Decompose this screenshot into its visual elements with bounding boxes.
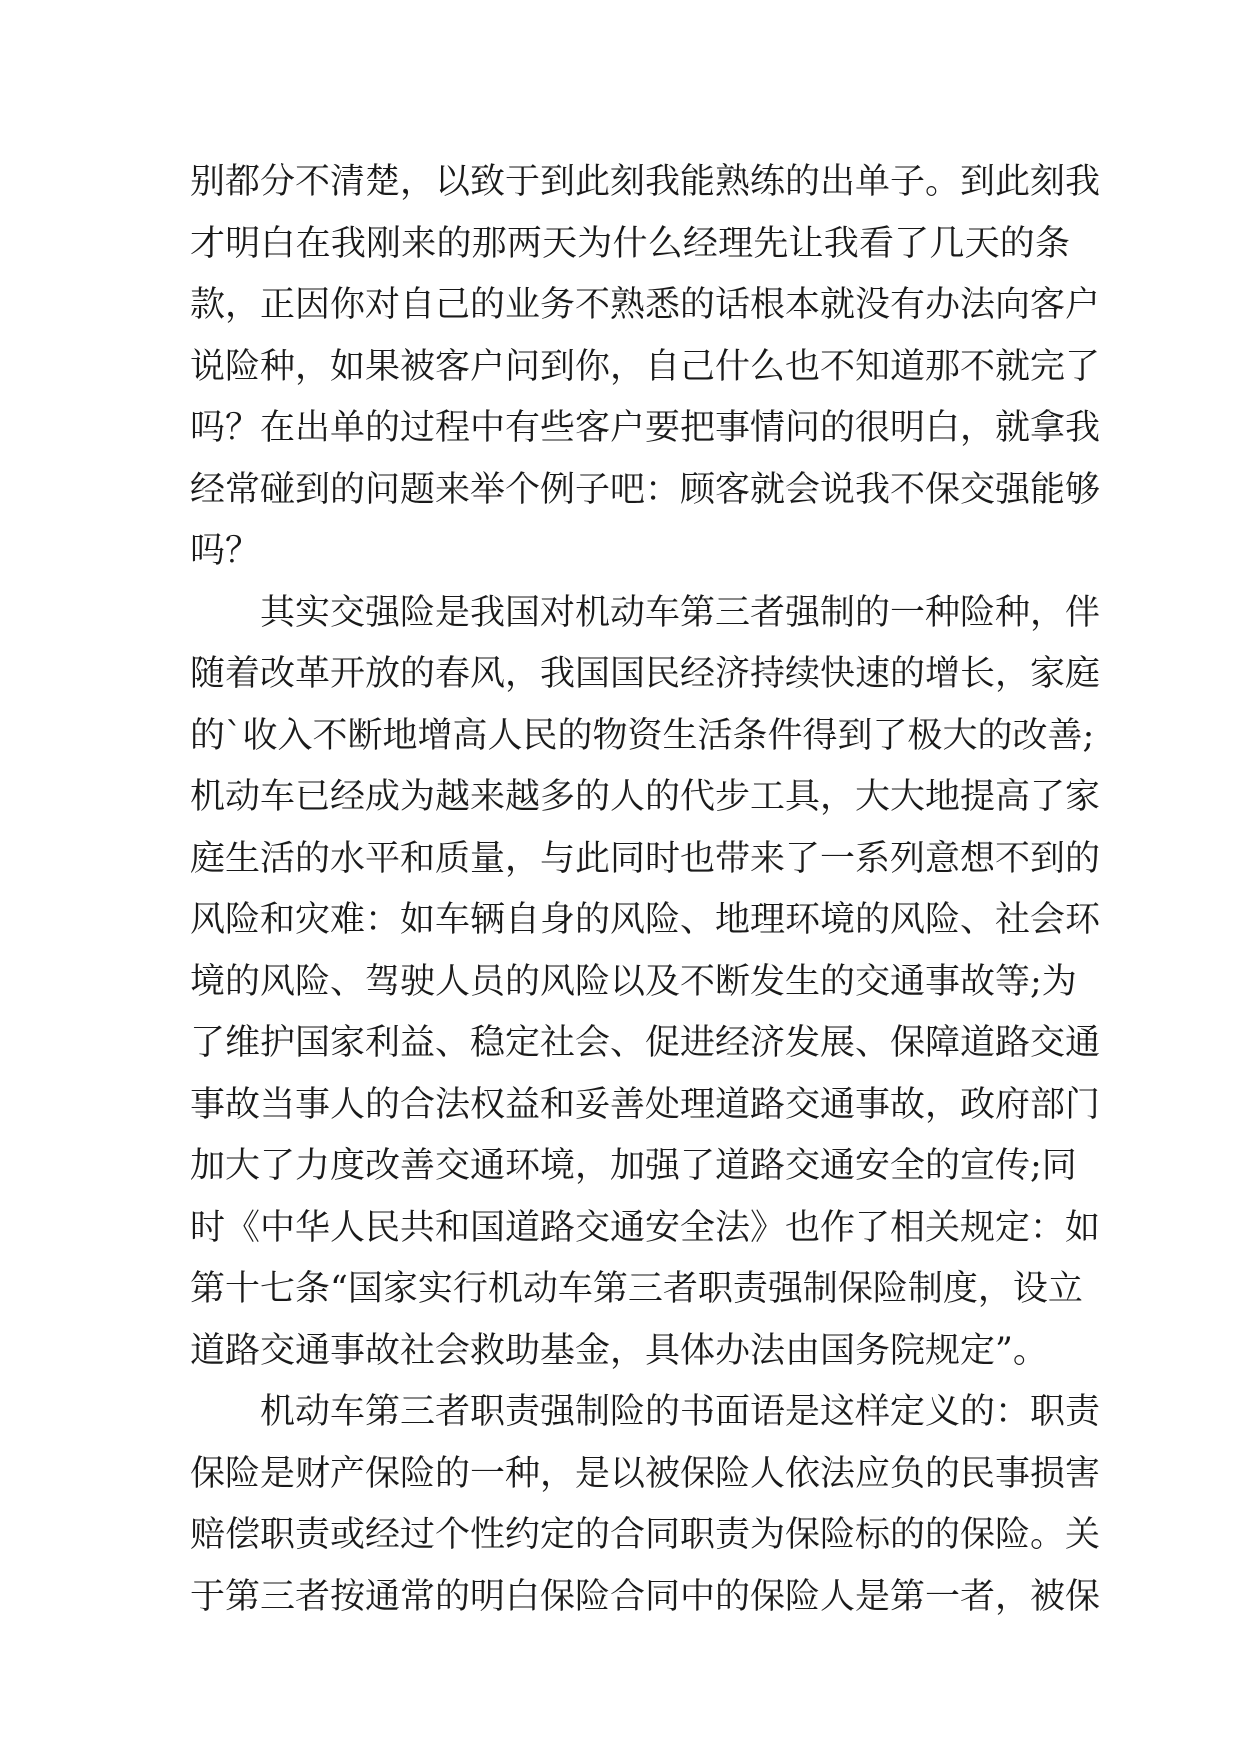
text-line: 经常碰到的问题来举个例子吧：顾客就会说我不保交强能够 — [190, 469, 1101, 510]
text-line: 道路交通事故社会救助基金，具体办法由国务院规定”。 — [190, 1330, 1048, 1371]
text-line: 吗？在出单的过程中有些客户要把事情问的很明白，就拿我 — [190, 408, 1101, 448]
text-line: 保险是财产保险的一种，是以被保险人依法应负的民事损害 — [190, 1453, 1101, 1494]
document-body — [190, 152, 1101, 1628]
text-line: 第十七条“国家实行机动车第三者职责强制保险制度，设立 — [190, 1269, 1083, 1309]
text-line: 庭生活的水平和质量，与此同时也带来了一系列意想不到的 — [190, 838, 1101, 879]
paragraph-1 — [190, 152, 1101, 583]
text-line: 事故当事人的合法权益和妥善处理道路交通事故，政府部门 — [190, 1084, 1101, 1125]
text-line: 赔偿职责或经过个性约定的合同职责为保险标的的保险。关 — [190, 1515, 1101, 1555]
text-line: 的`收入不断地增高人民的物资生活条件得到了极大的改善; — [190, 715, 1095, 756]
paragraph-3 — [190, 1382, 1101, 1628]
text-line: 境的风险、驾驶人员的风险以及不断发生的交通事故等;为 — [190, 961, 1077, 1002]
text-line: 机动车第三者职责强制险的书面语是这样定义的：职责 — [260, 1392, 1101, 1432]
text-line: 机动车已经成为越来越多的人的代步工具，大大地提高了家 — [190, 777, 1101, 817]
text-line: 了维护国家利益、稳定社会、促进经济发展、保障道路交通 — [190, 1023, 1101, 1063]
text-line: 其实交强险是我国对机动车第三者强制的一种险种，伴 — [260, 592, 1101, 633]
text-line: 时《中华人民共和国道路交通安全法》也作了相关规定：如 — [190, 1207, 1101, 1248]
paragraph-2 — [190, 583, 1101, 1383]
text-line: 别都分不清楚，以致于到此刻我能熟练的出单子。到此刻我 — [190, 162, 1101, 202]
text-line: 随着改革开放的春风，我国国民经济持续快速的增长，家庭 — [190, 654, 1101, 694]
text-line: 风险和灾难：如车辆自身的风险、地理环境的风险、社会环 — [190, 900, 1101, 940]
text-line: 加大了力度改善交通环境，加强了道路交通安全的宣传;同 — [190, 1146, 1077, 1186]
text-line: 款，正因你对自己的业务不熟悉的话根本就没有办法向客户 — [190, 285, 1101, 325]
text-line: 才明白在我刚来的那两天为什么经理先让我看了几天的条 — [190, 223, 1070, 264]
text-line: 吗？ — [190, 531, 261, 571]
text-line: 说险种，如果被客户问到你，自己什么也不知道那不就完了 — [190, 346, 1101, 387]
text-line: 于第三者按通常的明白保险合同中的保险人是第一者，被保 — [190, 1576, 1101, 1617]
